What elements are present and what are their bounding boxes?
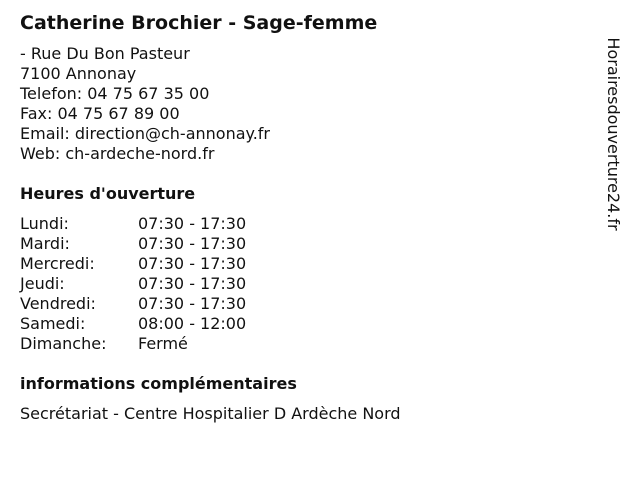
day-hours: 08:00 - 12:00 — [138, 314, 247, 333]
page-title: Catherine Brochier - Sage-femme — [20, 12, 378, 34]
hours-row-thursday — [20, 274, 600, 294]
business-card — [20, 11, 600, 424]
day-hours: Fermé — [138, 334, 188, 353]
day-hours: 07:30 - 17:30 — [138, 214, 247, 233]
day-label: Samedi: — [20, 314, 86, 333]
day-hours: 07:30 - 17:30 — [138, 234, 247, 253]
site-brand-vertical-link[interactable]: Horairesdouverture24.fr — [604, 37, 623, 231]
hours-row-tuesday — [20, 234, 600, 254]
hours-row-sunday — [20, 334, 600, 354]
day-hours: 07:30 - 17:30 — [138, 274, 247, 293]
address-block — [20, 44, 600, 164]
website: Web: ch-ardeche-nord.fr — [20, 144, 215, 163]
hours-row-saturday — [20, 314, 600, 334]
email-address: Email: direction@ch-annonay.fr — [20, 124, 270, 143]
day-label: Mardi: — [20, 234, 70, 253]
opening-hours-heading: Heures d'ouverture — [20, 184, 196, 203]
day-label: Jeudi: — [20, 274, 65, 293]
day-label: Lundi: — [20, 214, 69, 233]
opening-hours-table — [20, 214, 600, 354]
additional-info-text: Secrétariat - Centre Hospitalier D Ardèche Nord — [20, 404, 401, 423]
day-hours: 07:30 - 17:30 — [138, 254, 247, 273]
phone-number: Telefon: 04 75 67 35 00 — [20, 84, 210, 103]
day-label: Vendredi: — [20, 294, 96, 313]
fax-number: Fax: 04 75 67 89 00 — [20, 104, 180, 123]
day-label: Mercredi: — [20, 254, 95, 273]
day-hours: 07:30 - 17:30 — [138, 294, 247, 313]
city: 7100 Annonay — [20, 64, 137, 83]
street-address: - Rue Du Bon Pasteur — [20, 44, 190, 63]
day-label: Dimanche: — [20, 334, 107, 353]
additional-info-heading: informations complémentaires — [20, 374, 297, 393]
hours-row-wednesday — [20, 254, 600, 274]
hours-row-monday — [20, 214, 600, 234]
hours-row-friday — [20, 294, 600, 314]
